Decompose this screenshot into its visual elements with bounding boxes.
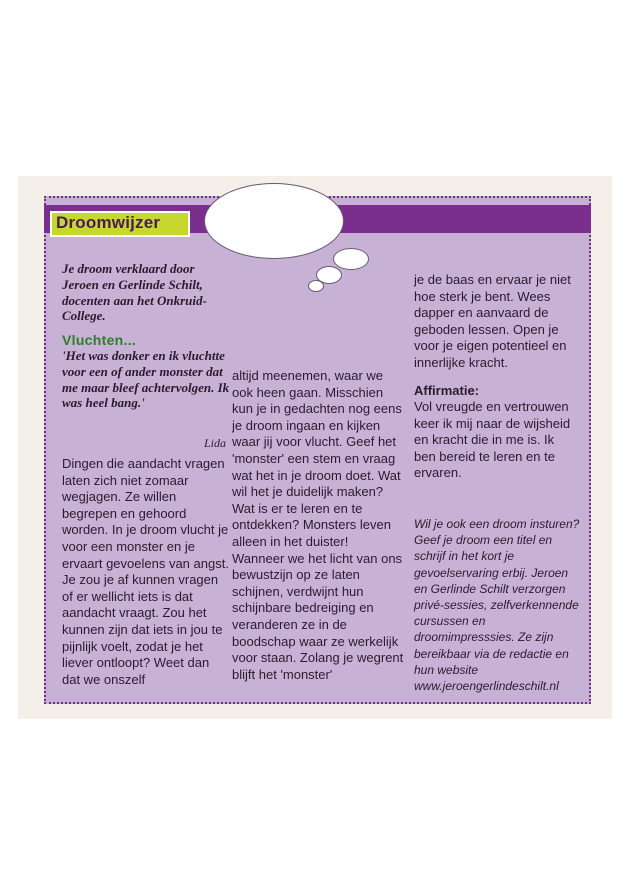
affirmation-text-block: [414, 399, 578, 482]
thought-bubble-dot-icon: [333, 248, 369, 270]
article-column-3: [414, 272, 576, 372]
dream-quote: 'Het was donker en ik vluchtte voor een of ander monster dat me maar bleef achtervolgen. Ik was heel bang.': [62, 348, 230, 411]
quote-signature: Lida: [203, 436, 226, 450]
article-column-1: [62, 456, 230, 688]
column-1-text: Dingen die aandacht vragen laten zich niet zomaar wegjagen. Ze willen begrepen en gehoord worden. In je droom vlucht je voor een monster en je ervaart gevoelens van angst. Je zou je af kunnen vragen of er wellicht iets is dat aandacht vraagt. Zou het kunnen zijn dat iets in jou te pijnlijk voelt, zodat je het liever ontloopt? Weet dan dat we onszelf: [62, 456, 229, 687]
column-3-text: je de baas en ervaar je niet hoe sterk je bent. Wees dapper en aanvaard de geboden lessen. Open je voor je eigen potentieel en innerlijke kracht.: [414, 272, 571, 370]
affirmation-heading: Affirmatie:: [414, 383, 480, 398]
column-title: Droomwijzer: [56, 213, 161, 232]
article-column-2: [232, 368, 404, 683]
thought-bubble-dot-icon: [308, 280, 324, 292]
thought-bubble-icon: [204, 183, 344, 259]
intro-text: Je droom verklaard door Jeroen en Gerlinde Schilt, docenten aan het Onkruid-College.: [62, 261, 207, 324]
section-heading: Vluchten...: [62, 332, 137, 348]
affirmation-text: Vol vreugde en vertrouwen keer ik mij naar de wijsheid en kracht die in me is. Ik ben bereid te leren en te ervaren.: [414, 399, 571, 481]
submission-note: Wil je ook een droom insturen? Geef je droom een titel en schrijf in het kort je gevoelservaring erbij. Jeroen en Gerlinde Schilt verzorgen privé-sessies, zelfverkennende cursussen en droomimpresssies. Ze zijn bereikbaar via de redactie en hun website www.jeroengerlindeschilt.nl: [414, 517, 580, 694]
column-2-text: altijd meenemen, waar we ook heen gaan. Misschien kun je in gedachten nog eens je droom ingaan en kijken waar jij voor vlucht. Geef het 'monster' een stem en vraag wat het in je droom doet. Wat wil het je duidelijk maken? Wat is er te leren en te ontdekken? Monsters leven alleen in het duister! Wanneer we het licht van ons bewustzijn op ze laten schijnen, verdwijnt hun schijnbare bedreiging en veranderen ze in de boodschap waar ze werkelijk voor staan. Zolang je wegrent blijft het 'monster': [232, 368, 404, 682]
